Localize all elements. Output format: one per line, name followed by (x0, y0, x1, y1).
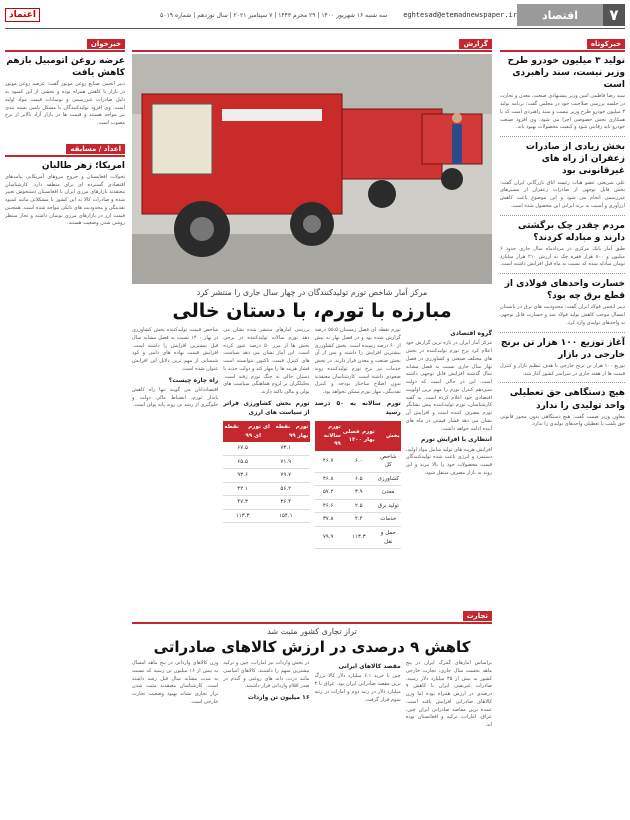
trade-headline: کاهش ۹ درصدی در ارزش کالاهای صادراتی (153, 638, 471, 656)
article-column (132, 660, 218, 820)
article-subhead: ۱۶ میلیون تن واردات (247, 694, 310, 701)
brief-body: دبیر انجمن فولاد ایران گفت: محدودیت های برق در تابستان امسال موجب کاهش تولید فولاد شد و خسارت قابل توجهی به واحدهای تولیدی وارد کرد. (500, 304, 625, 326)
article-column (223, 327, 309, 649)
inflation-table (315, 421, 401, 549)
table-header: تورم نقطه ای بهار ۹۹ (262, 421, 310, 442)
table-cell: ۷۹.۹ (315, 526, 342, 548)
table-row (223, 455, 309, 469)
article-text: شاخص قیمت تولیدکننده بخش کشاورزی در بهار ۱۴۰۰ نسبت به فصل مشابه سال قبل بیشترین افزایش را داشته است. افزایش قیمت نهاده های دامی و کود شیمیایی از مهم ترین دلایل این افزایش عنوان شده است. (132, 327, 219, 372)
divider (500, 215, 625, 216)
table-cell: ۱۵۴.۱ (262, 509, 310, 523)
table-cell: معدن (376, 486, 401, 500)
table-cell: ۱۱۳.۳ (342, 526, 376, 548)
inflation-table-body (223, 442, 309, 523)
table-header: تورم سالانه ۹۹ (315, 421, 342, 451)
factory-photo-illustration (132, 54, 492, 284)
table-cell: کشاورزی (376, 472, 401, 486)
left-news-column (5, 31, 125, 817)
table-cell: ۱۱۳.۳ (223, 509, 262, 523)
trade-tag: تجارت (463, 611, 492, 621)
article-text: افزایش هزینه های تولید شامل مواد اولیه، دستمزد و انرژی باعث شده تولیدکنندگان قیمت محصولات خود را بالا ببرند و این روند به بازار مصرف منتقل شود. (405, 446, 492, 476)
table-cell: ۳.۹ (342, 486, 376, 500)
table-cell: ۴۶.۷ (315, 451, 342, 473)
table-header: تورم فصلی بهار ۱۴۰۰ (342, 421, 376, 451)
article-text: براساس آمارهای گمرک ایران در پنج ماهه نخست سال جاری، تجارت خارجی کشور به بیش از ۳۵ میلیارد دلار رسید. صادرات غیرنفتی ایران با کاهش ۹ درصدی در ارزش همراه بوده اما وزن کالاهای صادراتی افزایش یافته است. عمده ترین مقاصد صادراتی ایران چین، عراق، امارات، ترکیه و افغانستان بوده اند. (405, 660, 492, 728)
table-cell: ۷۱.۹ (262, 455, 310, 469)
table-cell: ۲.۵ (342, 499, 376, 513)
table-row (315, 513, 401, 527)
article-text: در بخش واردات نیز امارات، چین و ترکیه بیشترین سهم را داشتند. کالاهای اساسی مانند ذرت، دانه های روغنی و گندم در صدر اقلام وارداتی قرار داشتند. (223, 660, 310, 690)
table-cell: ۴۶.۶ (315, 499, 342, 513)
article-headline: مبارزه با تورم، با دستان خالی (172, 300, 452, 322)
page-number: ۷ (603, 4, 625, 26)
brief-title: هیچ دستگاهی حق تعطیلی واحد تولیدی را ندارد (509, 388, 625, 411)
brief-item (500, 387, 625, 429)
table-cell: ۶۵.۵ (223, 455, 262, 469)
brief-title: بخش زیادی از صادرات زعفران از راه های غیرقانونی بود (525, 142, 625, 177)
trade-article (132, 603, 492, 820)
masthead-rule (5, 28, 625, 29)
table-cell: ۶.۰ (342, 451, 376, 473)
divider (500, 382, 625, 383)
table-row (315, 486, 401, 500)
inflation-table-head (223, 421, 309, 442)
divider (500, 273, 625, 274)
table-cell: حمل و نقل (376, 526, 401, 548)
article-text: وزن کالاهای وارداتی در پنج ماهه امسال به بیش از ۱۶ میلیون تن رسید که نسبت به مدت مشابه سال قبل رشد داشته است. کارشناسان معتقدند مثبت شدن تراز تجاری نشانه بهبود وضعیت تجارت خارجی است. (132, 660, 219, 705)
section-name: اقتصاد (517, 4, 603, 26)
table-cell: ۳۷.۸ (315, 513, 342, 527)
article-body (132, 327, 492, 649)
article-column (223, 660, 309, 820)
trade-tag-bar (132, 603, 492, 624)
main-article-area (132, 31, 492, 817)
brief-item (500, 278, 625, 328)
table-header: تورم نقطه ای ۹۹ (223, 421, 262, 442)
newspaper-logo: اعتماد (5, 8, 40, 22)
table-row (223, 469, 309, 483)
article-subhead: تورم سالانه به ۵۰ درصد رسید (314, 399, 401, 417)
table-cell: ۵۷.۲ (315, 486, 342, 500)
right-news-column (500, 31, 625, 817)
main-tag-bar (132, 31, 492, 52)
article-subhead: گروه اقتصادی (450, 330, 492, 337)
article-text: اقتصاددانان می گویند تنها راه کاهش پایدار تورم، انضباط مالی دولت و جلوگیری از رشد بی رویه پایه پولی است. (132, 386, 219, 409)
masthead-page-block (517, 4, 625, 26)
table-row (223, 509, 309, 523)
article-column (132, 327, 218, 649)
brief-title: آغاز توزیع ۱۰۰ هزار تن برنج خارجی در بازار (500, 337, 625, 360)
table-cell: ۴۲.۱ (223, 482, 262, 496)
brief-body: سید رضا فاطمی امین وزیر پیشنهادی صنعت، معدن و تجارت در جلسه بررسی صلاحیت خود در مجلس گفت: برنامه تولید ۳ میلیون خودرو طرح وزیر نیست و سند راهبردی است که با همکاری بخش خصوصی اجرا می شود. وی افزود صنعت خودرو باید رقابتی شود و کیفیت محصولات بهبود یابد. (500, 93, 625, 131)
section-email[interactable]: eghtesad@etemadnewspaper.ir (403, 11, 517, 19)
date-line: سه شنبه ۱۶ شهریور ۱۴۰۰ | ۲۹ محرم ۱۴۴۳ | ۷ سپتامبر ۲۰۲۱ | سال نوزدهم | شماره ۵۰۱۹ (160, 11, 388, 19)
article-text: چین با خرید ۶.۱ میلیارد دلار کالا بزرگ ترین مقصد صادراتی ایران بود. عراق با ۴ میلیارد دلار در رتبه دوم و امارات در رتبه سوم قرار گرفت. (314, 673, 401, 703)
brief-body: معاون وزیر صمت گفت: هیچ دستگاهی بدون مجوز قانونی حق پلمب یا تعطیلی واحدهای تولیدی را ندارد. (500, 413, 625, 428)
article-subhead: انتظاری با افزایش تورم (421, 436, 492, 444)
left-column-tag-2: اعداد / مسابقه (66, 144, 125, 154)
table-row (315, 499, 401, 513)
table-row (315, 526, 401, 548)
table-cell: ۴۷.۳ (223, 496, 262, 510)
table-cell: ۴۶.۸ (315, 472, 342, 486)
brief-item (500, 220, 625, 270)
article-subhead: راه چاره چیست؟ (168, 376, 219, 384)
divider (500, 136, 625, 137)
left-item-title: امریکا؛ زهر طالبان (41, 160, 125, 171)
brief-item (500, 337, 625, 379)
table-cell: خدمات (376, 513, 401, 527)
main-tag: گزارش (459, 39, 492, 49)
article-column (315, 660, 401, 820)
table-row (315, 472, 401, 486)
brief-item (500, 55, 625, 132)
brief-body: توزیع ۱۰۰ هزار تن برنج خارجی با هدف تنظیم بازار و کنترل قیمت ها از هفته جاری در سراسر کشور آغاز شد. (500, 362, 625, 377)
table-cell: ۹۳.۶ (223, 469, 262, 483)
table-row (223, 482, 309, 496)
inflation-table-continued (223, 421, 309, 523)
article-subhead: تورم بخش کشاورزی فراتر از سیاست های ارزی (223, 399, 310, 417)
inflation-table-head (315, 421, 401, 451)
inflation-table-body (315, 451, 401, 549)
table-cell: تولید برق (376, 499, 401, 513)
left-column-tag-bar-2 (5, 136, 125, 157)
brief-title: مردم چقدر چک برگشتی دارند و مبادله کردند؟ (518, 220, 625, 243)
table-row (315, 451, 401, 473)
article-column (315, 327, 401, 649)
article-column (406, 327, 492, 649)
masthead (5, 3, 625, 27)
right-column-tag: خبرکوتاه (587, 39, 625, 49)
table-cell: ۳۶.۴ (262, 496, 310, 510)
brief-body: طبق آمار بانک مرکزی در مردادماه سال جاری حدود ۶ میلیون و ۸۰۰ هزار فقره چک به ارزش ۲۱۰ هزار میلیارد تومان مبادله شده که نسبت به ماه قبل افزایش داشته است. (500, 245, 625, 268)
trade-kicker: تراز تجاری کشور مثبت شد (267, 627, 357, 636)
article-text: تورم نقطه ای فصل زمستان ۵۵.۵ درصد گزارش شده بود و در فصل بهار به بیش از ۶۰ درصد رسیده است. بخش کشاورزی بیشترین افزایش را داشته و پس از آن بخش صنعت و معدن قرار دارند. در بخش خدمات نیز نرخ تورم تولیدکننده روند صعودی داشته است. کارشناسان معتقدند بدون اصلاح ساختار بودجه و کنترل نقدینگی، مهار تورم ممکن نخواهد بود. (314, 327, 401, 395)
brief-title: تولید ۳ میلیون خودرو طرح وزیر نیست، سند راهبردی است (507, 56, 625, 91)
article-kicker: مرکز آمار شاخص تورم تولیدکنندگان در چهار سال جاری را منتشر کرد (196, 288, 428, 297)
left-item-body: تحولات افغانستان و خروج نیروهای آمریکایی پیامدهای اقتصادی گسترده ای برای منطقه دارد. کارشناسان معتقدند بازارهای مرزی ایران با افغانستان دستخوش تغییر شده و صادرات کالا به این کشور با مشکلاتی مانند کمبود نقدینگی و محدودیت های بانکی مواجه شده است. همچنین قیمت ارز در بازارهای مرزی نوسان داشته و تجار منتظر روشن شدن وضعیت هستند. (5, 173, 125, 227)
left-column-tag-bar (5, 31, 125, 52)
article-text: بررسی آمارهای منتشر شده نشان می دهد تورم سالانه تولیدکننده در برخی بخش ها از مرز ۵۰ درصد عبور کرده است. این آمار نشان می دهد سیاست های کنترل قیمت تاکنون نتوانسته است فشار هزینه ها را مهار کند و دولت جدید با دستان خالی به جنگ تورم رفته است. تحلیلگران بر لزوم هماهنگی سیاست های پولی و مالی تاکید دارند. (223, 327, 310, 395)
table-cell: ۶۷.۵ (223, 442, 262, 455)
article-subhead: مقصد کالاهای ایرانی (338, 663, 401, 670)
article-column (406, 660, 492, 820)
table-cell: ۶.۵ (342, 472, 376, 486)
trade-body (132, 660, 492, 820)
brief-title: خسارت واحدهای فولادی از قطع برق چه بود؟ (504, 279, 625, 302)
table-cell: ۵۶.۲ (262, 482, 310, 496)
table-cell: ۷۳.۱ (262, 442, 310, 455)
left-item-body: دبیر انجمن صنایع روغن موتور گفت: عرضه روغن موتور در بازار با کاهش همراه بوده و بخشی از این کمبود به دلیل صادرات غیررسمی و نوسانات قیمت مواد اولیه است. وی افزود تولیدکنندگان با مشکل تامین بسته بندی نیز مواجه هستند و قیمت ها در بازار آزاد بالاتر از نرخ مصوب است. (5, 81, 125, 127)
divider (500, 332, 625, 333)
table-header: بخش (376, 421, 401, 451)
table-cell: ۷۹.۷ (262, 469, 310, 483)
brief-item (500, 141, 625, 210)
table-cell: ۴.۴ (342, 513, 376, 527)
table-row (223, 442, 309, 455)
table-cell: شاخص کل (376, 451, 401, 473)
factory-photo (132, 54, 492, 284)
brief-body: علی شریعتی عضو هیات رئیسه اتاق بازرگانی ایران گفت: بخش قابل توجهی از صادرات زعفران از مسیرهای غیررسمی انجام می شود و این موضوع باعث کاهش ارزآوری و آسیب به برند ایرانی این محصول شده است. (500, 179, 625, 209)
table-row (223, 496, 309, 510)
left-column-tag: خبرخوان (87, 39, 125, 49)
left-item-title: عرضه روغن اتومبیل بازهم کاهش یافت (6, 56, 125, 79)
article-text: مرکز آمار ایران در تازه ترین گزارش خود اعلام کرد نرخ تورم تولیدکننده در بخش های مختلف صنعتی و کشاورزی در فصل بهار سال جاری نسبت به فصل مشابه سال گذشته افزایش قابل توجهی داشته است. این در حالی است که دولت سیزدهم کنترل تورم را مهم ترین اولویت اقتصادی خود اعلام کرده است. به گفته کارشناسان، تورم تولیدکننده پیش نشانگر تورم مصرف کننده است و افزایش آن نشان می دهد فشار قیمتی در ماه های آینده ادامه خواهد داشت. (405, 340, 492, 432)
right-column-tag-bar (500, 31, 625, 52)
